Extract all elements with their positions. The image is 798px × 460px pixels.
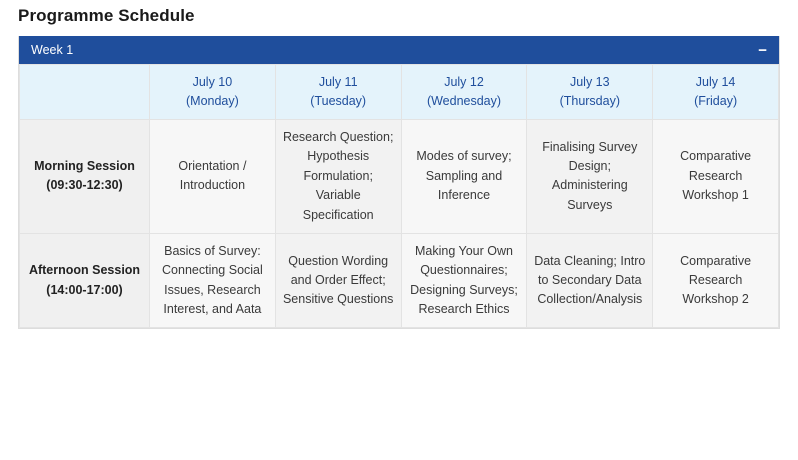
cell-morning-monday: Orientation / Introduction [150, 120, 276, 234]
column-header-date-1: July 10 [192, 74, 233, 89]
row-header-afternoon-label: Afternoon Session [28, 263, 141, 278]
week-panel [18, 36, 780, 329]
column-header-weekday-1: (Monday) [186, 94, 239, 108]
table-row [20, 120, 779, 234]
column-header-weekday-2: (Tuesday) [310, 94, 367, 108]
column-header-date-5: July 14 [695, 74, 736, 89]
cell-morning-thursday: Finalising Survey Design; Administering Surveys [527, 120, 653, 234]
column-header-day-1 [150, 65, 276, 120]
schedule-table [19, 64, 779, 328]
column-header-day-4 [527, 65, 653, 120]
column-header-day-2 [275, 65, 401, 120]
column-header-weekday-3: (Wednesday) [426, 94, 502, 108]
cell-afternoon-thursday: Data Cleaning; Intro to Secondary Data Collection/Analysis [527, 233, 653, 328]
cell-morning-friday: Comparative Research Workshop 1 [653, 120, 779, 234]
cell-afternoon-wednesday: Making Your Own Questionnaires; Designing Surveys; Research Ethics [401, 233, 527, 328]
column-header-day-3 [401, 65, 527, 120]
cell-afternoon-friday: Comparative Research Workshop 2 [653, 233, 779, 328]
column-header-date-3: July 12 [444, 74, 484, 89]
row-header-afternoon [20, 233, 150, 328]
column-header-weekday-4: (Thursday) [559, 94, 620, 108]
table-row [20, 233, 779, 328]
cell-afternoon-monday: Basics of Survey: Connecting Social Issues, Research Interest, and Aata [150, 233, 276, 328]
cell-morning-wednesday: Modes of survey; Sampling and Inference [401, 120, 527, 234]
cell-afternoon-tuesday: Question Wording and Order Effect; Sensitive Questions [275, 233, 401, 328]
cell-morning-tuesday: Research Question; Hypothesis Formulation; Variable Specification [275, 120, 401, 234]
column-header-weekday-5: (Friday) [694, 94, 738, 108]
collapse-icon[interactable]: − [758, 41, 767, 59]
table-corner-cell [20, 65, 150, 120]
column-header-date-2: July 11 [318, 74, 358, 89]
row-header-afternoon-time: (14:00-17:00) [46, 282, 123, 297]
table-header-row [20, 65, 779, 120]
column-header-day-5 [653, 65, 779, 120]
page-container [0, 6, 798, 460]
panel-header [19, 36, 779, 64]
page-title: Programme Schedule [18, 6, 195, 25]
column-header-date-4: July 13 [569, 74, 610, 89]
row-header-morning [20, 120, 150, 234]
panel-header-label: Week 1 [31, 43, 74, 57]
row-header-morning-label: Morning Session [34, 159, 135, 174]
row-header-morning-time: (09:30-12:30) [46, 178, 123, 193]
